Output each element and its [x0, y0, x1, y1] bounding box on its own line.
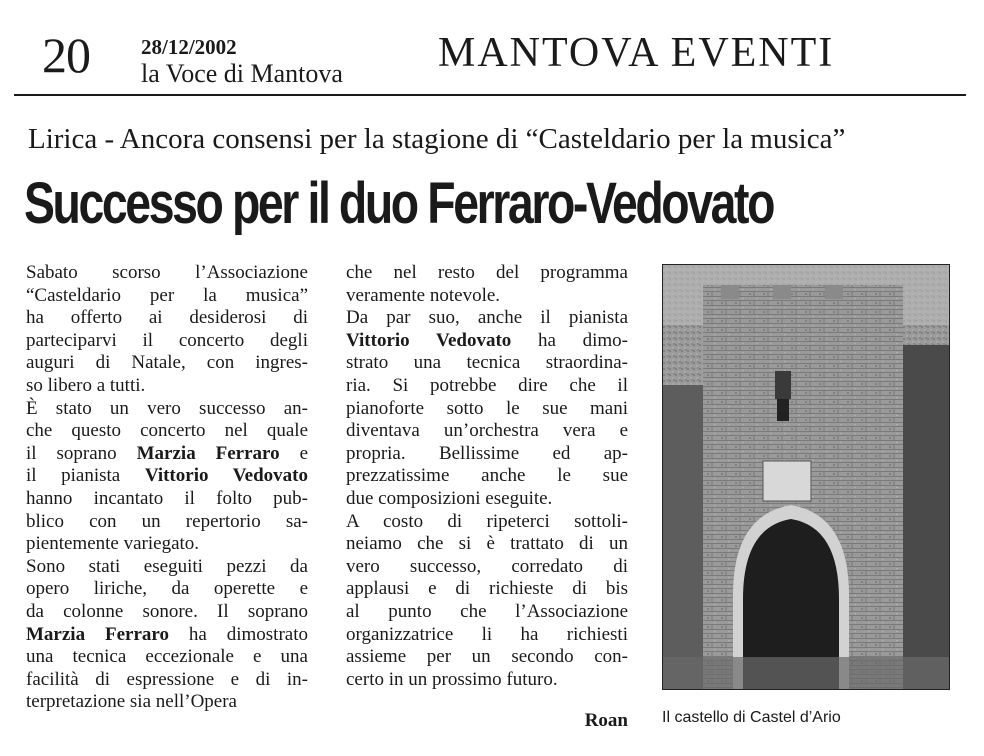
article-signature: Roan	[584, 710, 628, 731]
article-line: parteciparvi il concerto degli	[26, 329, 308, 351]
article-line: blico con un repertorio sa-	[26, 510, 308, 532]
article-line: pianoforte sotto le sue mani	[346, 397, 628, 419]
article-line: Sono stati eseguiti pezzi da	[26, 555, 308, 577]
performer-name: Vittorio Vedovato	[144, 465, 309, 487]
article-line: assieme per un secondo con-	[346, 646, 628, 668]
article-line: strato una tecnica straordina-	[346, 352, 628, 374]
article-line: Vittorio Vedovato ha dimo-	[346, 329, 628, 351]
page-number: 20	[42, 27, 90, 83]
article-line: so libero a tutti.	[26, 374, 146, 396]
article-line: che questo concerto nel quale	[26, 420, 308, 442]
performer-name: Vittorio Vedovato	[346, 329, 512, 351]
article-line: A costo di ripeterci sottoli-	[346, 510, 628, 532]
performer-name: Marzia Ferraro	[26, 623, 169, 645]
masthead	[0, 0, 984, 100]
article-line: al punto che l’Associazione	[346, 600, 628, 622]
article-line: due composizioni eseguite.	[346, 487, 553, 509]
article-line: neiamo che si è trattato di un	[346, 533, 628, 555]
article-line: Marzia Ferraro ha dimostrato	[26, 623, 308, 645]
article-line: prezzatissime anche le sue	[346, 465, 628, 487]
article-headline: Successo per il duo Ferraro-Vedovato	[24, 171, 774, 236]
article-line: terpretazione sia nell’Opera	[26, 691, 237, 713]
article-line: il soprano Marzia Ferraro e	[26, 442, 308, 464]
article-line: da colonne sonore. Il soprano	[26, 600, 308, 622]
article-line: opero liriche, da operette e	[26, 578, 308, 600]
performer-name: Marzia Ferraro	[136, 442, 280, 464]
article-line: auguri di Natale, con ingres-	[26, 352, 308, 374]
article-line: il pianista Vittorio Vedovato	[26, 465, 309, 487]
article-line: Sabato scorso l’Associazione	[26, 262, 308, 283]
publication-date: 28/12/2002	[141, 35, 237, 59]
article-line: diventava un’orchestra vera e	[346, 420, 628, 442]
article-line: applausi e di richieste di bis	[346, 578, 628, 600]
article-line: È stato un vero successo an-	[26, 397, 308, 419]
article-line: ha offerto ai desiderosi di	[26, 307, 308, 329]
article-column-2	[346, 262, 628, 691]
article-column-1	[26, 262, 308, 714]
section-title: MANTOVA EVENTI	[438, 30, 835, 76]
article-line: organizzatrice li ha richiesti	[346, 623, 628, 645]
article-line: “Casteldario per la musica”	[26, 284, 308, 306]
article-line: veramente notevole.	[346, 284, 501, 306]
castle-tower-illustration	[663, 265, 949, 689]
article-line: che nel resto del programma	[346, 262, 628, 283]
masthead-divider	[14, 94, 966, 96]
photo-caption: Il castello di Castel d’Ario	[662, 709, 841, 726]
article-line: pientemente variegato.	[26, 533, 200, 555]
article-line: hanno incantato il folto pub-	[26, 487, 308, 509]
article-line: certo in un prossimo futuro.	[346, 668, 558, 690]
article-kicker: Lirica - Ancora consensi per la stagione di “Casteldario per la musica”	[28, 123, 846, 155]
article-line: facilità di espressione e di in-	[26, 668, 308, 690]
publication-name: la Voce di Mantova	[141, 59, 343, 88]
article-line: una tecnica eccezionale e una	[26, 646, 308, 668]
article-line: Da par suo, anche il pianista	[346, 307, 628, 329]
article-line: propria. Bellissime ed ap-	[346, 442, 628, 464]
article-line: ria. Si potrebbe dire che il	[346, 374, 628, 396]
article-line: vero successo, corredato di	[346, 555, 628, 577]
castle-photo	[662, 264, 950, 690]
